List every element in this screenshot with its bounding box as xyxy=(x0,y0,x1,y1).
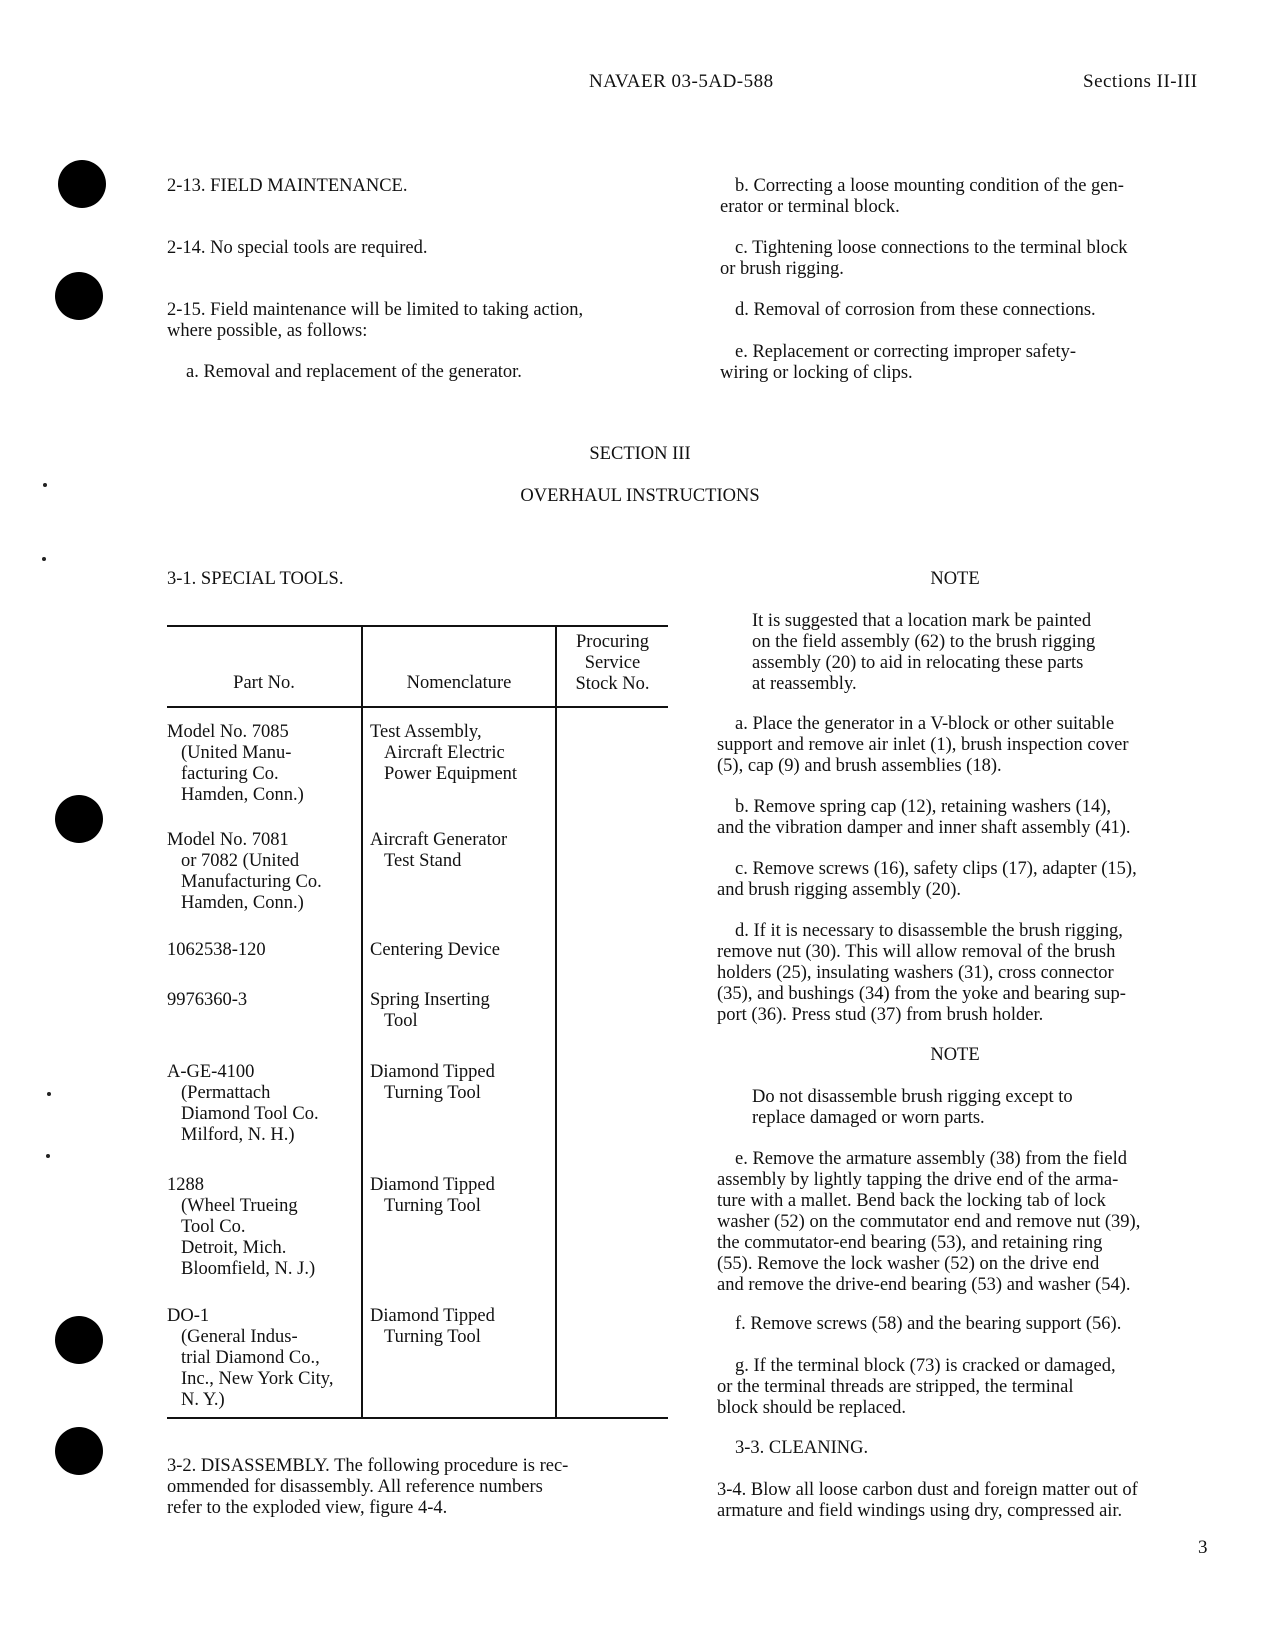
cell-line: Turning Tool xyxy=(384,1327,481,1347)
item-d: d. Removal of corrosion from these connections. xyxy=(735,300,1096,320)
para-line: port (36). Press stud (37) from brush holder. xyxy=(717,1005,1044,1025)
table-cell-part-no xyxy=(167,990,247,1011)
table-cell-part-no xyxy=(167,830,322,914)
para-line: g. If the terminal block (73) is cracked or damaged, xyxy=(735,1356,1116,1376)
para-line: on the field assembly (62) to the brush rigging xyxy=(752,632,1096,652)
para-line: f. Remove screws (58) and the bearing support (56). xyxy=(735,1314,1122,1334)
page-number: 3 xyxy=(1198,1537,1208,1558)
special-tools-heading: 3-1. SPECIAL TOOLS. xyxy=(167,569,344,589)
cell-line: N. Y.) xyxy=(181,1390,225,1410)
cell-line: trial Diamond Co., xyxy=(181,1348,320,1368)
para-line: assembly by lightly tapping the drive end of the arma- xyxy=(717,1170,1119,1190)
para-line: c. Remove screws (16), safety clips (17), adapter (15), xyxy=(735,859,1137,879)
item-b xyxy=(720,176,1215,218)
cell-line: Diamond Tipped xyxy=(370,1306,495,1326)
cell-line: DO-1 xyxy=(167,1306,210,1326)
table-cell-nomenclature xyxy=(370,940,500,961)
binder-hole-4 xyxy=(55,1316,103,1364)
cell-line: Test Stand xyxy=(384,851,462,871)
cell-line: Milford, N. H.) xyxy=(181,1125,295,1145)
col-header-line: Service xyxy=(584,653,641,673)
para-line: and the vibration damper and inner shaft assembly (41). xyxy=(717,818,1131,838)
cell-line: Spring Inserting xyxy=(370,990,490,1010)
cell-line: (Permattach xyxy=(181,1083,271,1103)
cell-line: facturing Co. xyxy=(181,764,279,784)
table-rule-top xyxy=(167,625,668,627)
section-title: SECTION III xyxy=(589,444,691,464)
para-line: and remove the drive-end bearing (53) and washer (54). xyxy=(717,1275,1131,1295)
cell-line: Tool xyxy=(384,1011,418,1031)
cell-line: Bloomfield, N. J.) xyxy=(181,1259,316,1279)
para-line: (5), cap (9) and brush assemblies (18). xyxy=(717,756,1002,776)
para-line: remove nut (30). This will allow removal of the brush xyxy=(717,942,1116,962)
para-line: 2-15. Field maintenance will be limited to taking action, xyxy=(167,300,584,320)
para-line: Do not disassemble brush rigging except to xyxy=(752,1087,1073,1107)
para-line: ture with a mallet. Bend back the locking tab of lock xyxy=(717,1191,1106,1211)
table-cell-part-no xyxy=(167,1175,315,1280)
section-subtitle: OVERHAUL INSTRUCTIONS xyxy=(520,486,760,506)
binder-hole-1 xyxy=(58,160,106,208)
table-cell-nomenclature xyxy=(370,1175,495,1217)
scan-speck xyxy=(46,1154,50,1158)
para-line: where possible, as follows: xyxy=(167,321,368,341)
col-header-procuring xyxy=(557,632,668,695)
cell-line: Hamden, Conn.) xyxy=(181,785,304,805)
para-line: d. If it is necessary to disassemble the brush rigging, xyxy=(735,921,1123,941)
section-range: Sections II-III xyxy=(1083,71,1198,92)
para-line: b. Correcting a loose mounting condition of the gen- xyxy=(735,176,1124,196)
cell-line: Diamond Tipped xyxy=(370,1175,495,1195)
cleaning-heading: 3-3. CLEANING. xyxy=(735,1438,869,1458)
step-e xyxy=(717,1149,1214,1296)
col-header-nomenclature: Nomenclature xyxy=(406,673,512,693)
para-line: refer to the exploded view, figure 4-4. xyxy=(167,1498,448,1518)
cell-line: Turning Tool xyxy=(384,1196,481,1216)
scan-speck xyxy=(42,557,46,561)
para-line: block should be replaced. xyxy=(717,1398,907,1418)
cell-line: Centering Device xyxy=(370,940,500,960)
col-header-line: Procuring xyxy=(576,632,649,652)
table-divider-1 xyxy=(361,626,363,1418)
para-line: erator or terminal block. xyxy=(720,197,900,217)
item-a: a. Removal and replacement of the generator. xyxy=(186,362,522,382)
para-line: e. Remove the armature assembly (38) from the field xyxy=(735,1149,1127,1169)
cell-line: (United Manu- xyxy=(181,743,292,763)
para-line: replace damaged or worn parts. xyxy=(752,1108,985,1128)
cell-line: Model No. 7085 xyxy=(167,722,289,742)
para-line: holders (25), insulating washers (31), cross connector xyxy=(717,963,1114,983)
para-line: washer (52) on the commutator end and remove nut (39), xyxy=(717,1212,1141,1232)
cell-line: Hamden, Conn.) xyxy=(181,893,304,913)
cell-line: Aircraft Generator xyxy=(370,830,508,850)
note-body-1 xyxy=(752,611,1095,695)
para-line: e. Replacement or correcting improper safety- xyxy=(735,342,1077,362)
cell-line: Aircraft Electric xyxy=(384,743,505,763)
table-cell-nomenclature xyxy=(370,1306,495,1348)
para-line: b. Remove spring cap (12), retaining washers (14), xyxy=(735,797,1112,817)
step-d xyxy=(717,921,1214,1026)
table-rule-header xyxy=(167,706,668,708)
para-line: a. Place the generator in a V-block or other suitable xyxy=(735,714,1115,734)
para-3-4 xyxy=(717,1480,1214,1522)
note-heading-2: NOTE xyxy=(930,1045,980,1065)
table-cell-part-no xyxy=(167,722,304,806)
para-2-15 xyxy=(167,300,667,342)
para-line: wiring or locking of clips. xyxy=(720,363,913,383)
cell-line: (Wheel Trueing xyxy=(181,1196,298,1216)
cell-line: (General Indus- xyxy=(181,1327,298,1347)
table-cell-nomenclature xyxy=(370,1062,495,1104)
cell-line: Inc., New York City, xyxy=(181,1369,334,1389)
col-header-part-no: Part No. xyxy=(233,673,295,693)
cell-line: Diamond Tool Co. xyxy=(181,1104,319,1124)
para-line: the commutator-end bearing (53), and retaining ring xyxy=(717,1233,1103,1253)
para-line: (55). Remove the lock washer (52) on the drive end xyxy=(717,1254,1100,1274)
table-cell-part-no xyxy=(167,1306,333,1411)
table-cell-part-no xyxy=(167,940,266,961)
para-line: c. Tightening loose connections to the terminal block xyxy=(735,238,1128,258)
table-cell-nomenclature xyxy=(370,990,490,1032)
para-line: or brush rigging. xyxy=(720,259,844,279)
cell-line: A-GE-4100 xyxy=(167,1062,255,1082)
item-c xyxy=(720,238,1215,280)
cell-line: Tool Co. xyxy=(181,1217,246,1237)
para-3-2 xyxy=(167,1456,662,1519)
para-line: 3-4. Blow all loose carbon dust and foreign matter out of xyxy=(717,1480,1138,1500)
binder-hole-2 xyxy=(55,272,103,320)
col-header-line: Stock No. xyxy=(575,674,650,694)
para-line: and brush rigging assembly (20). xyxy=(717,880,962,900)
table-rule-bottom xyxy=(167,1417,668,1419)
step-b xyxy=(717,797,1214,839)
para-line: armature and field windings using dry, compressed air. xyxy=(717,1501,1123,1521)
step-g xyxy=(717,1356,1214,1419)
doc-number: NAVAER 03-5AD-588 xyxy=(589,71,774,92)
step-c xyxy=(717,859,1214,901)
para-line: It is suggested that a location mark be painted xyxy=(752,611,1092,631)
para-line: 3-2. DISASSEMBLY. The following procedure is rec- xyxy=(167,1456,569,1476)
step-f xyxy=(717,1314,1214,1335)
para-line: or the terminal threads are stripped, the terminal xyxy=(717,1377,1074,1397)
para-2-13: 2-13. FIELD MAINTENANCE. xyxy=(167,176,408,196)
cell-line: Power Equipment xyxy=(384,764,518,784)
cell-line: Diamond Tipped xyxy=(370,1062,495,1082)
cell-line: 1288 xyxy=(167,1175,204,1195)
cell-line: or 7082 (United xyxy=(181,851,300,871)
step-a xyxy=(717,714,1214,777)
cell-line: Detroit, Mich. xyxy=(181,1238,287,1258)
cell-line: Model No. 7081 xyxy=(167,830,289,850)
para-line: ommended for disassembly. All reference numbers xyxy=(167,1477,543,1497)
cell-line: Manufacturing Co. xyxy=(181,872,322,892)
table-cell-part-no xyxy=(167,1062,319,1146)
para-line: at reassembly. xyxy=(752,674,857,694)
cell-line: 9976360-3 xyxy=(167,990,248,1010)
cell-line: 1062538-120 xyxy=(167,940,266,960)
note-heading-1: NOTE xyxy=(930,569,980,589)
para-line: support and remove air inlet (1), brush inspection cover xyxy=(717,735,1129,755)
binder-hole-5 xyxy=(55,1427,103,1475)
para-2-14: 2-14. No special tools are required. xyxy=(167,238,428,258)
cell-line: Turning Tool xyxy=(384,1083,481,1103)
table-cell-nomenclature xyxy=(370,722,517,785)
note-body-2 xyxy=(752,1087,1179,1129)
item-e xyxy=(720,342,1215,384)
table-cell-nomenclature xyxy=(370,830,507,872)
scan-speck xyxy=(47,1092,51,1096)
binder-hole-3 xyxy=(55,795,103,843)
para-line: assembly (20) to aid in relocating these parts xyxy=(752,653,1084,673)
cell-line: Test Assembly, xyxy=(370,722,482,742)
para-line: (35), and bushings (34) from the yoke and bearing sup- xyxy=(717,984,1126,1004)
table-divider-2 xyxy=(555,626,557,1418)
